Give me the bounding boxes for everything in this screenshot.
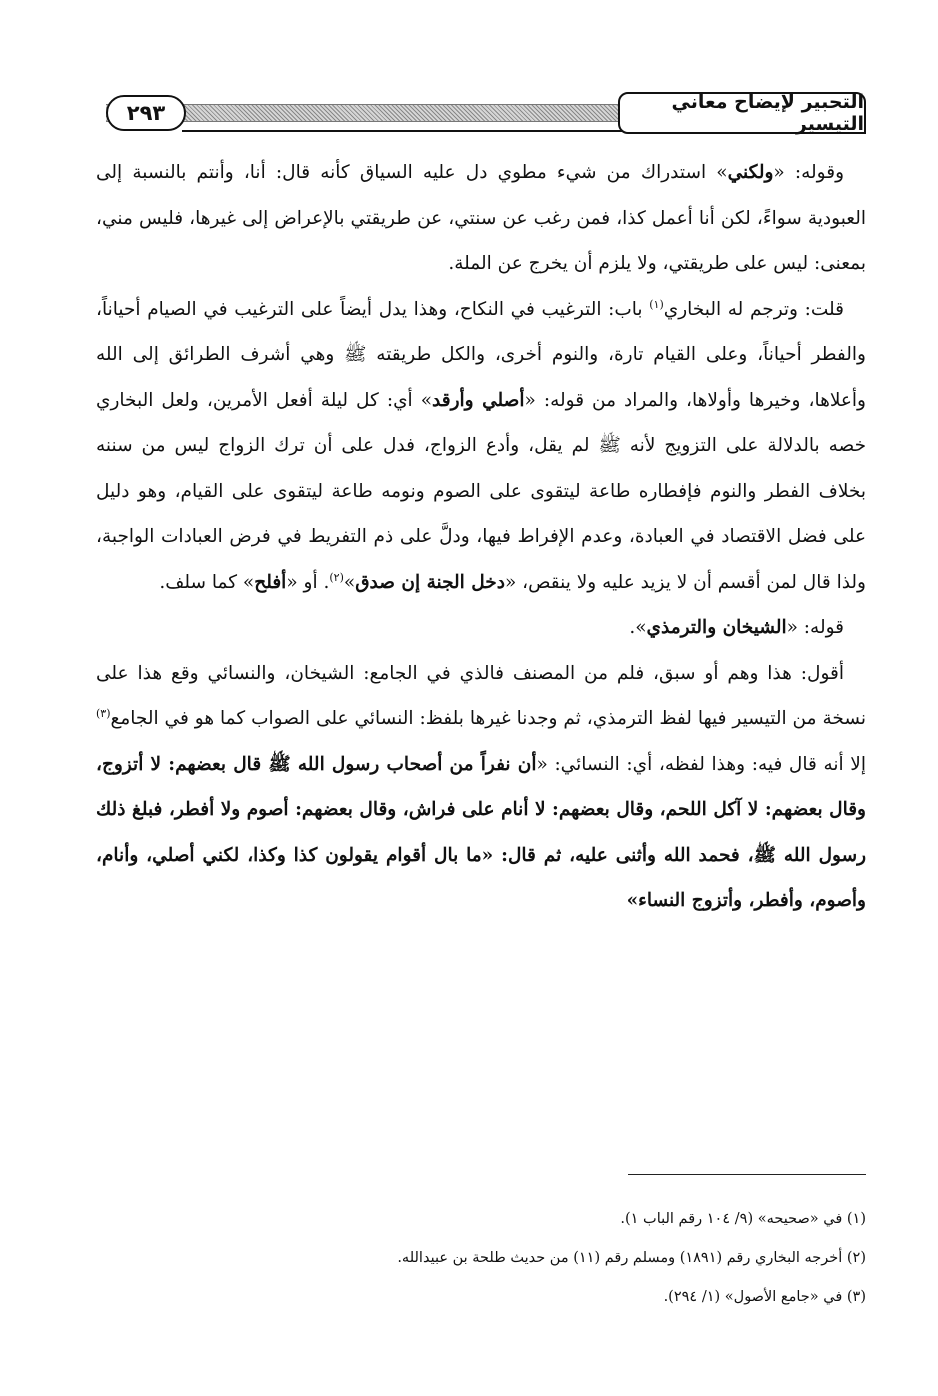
bold-text: دخل الجنة إن صدق: [355, 571, 505, 593]
paragraph: [96, 605, 866, 651]
page-number: ٢٩٣: [106, 95, 186, 131]
main-text: [96, 150, 866, 924]
footnote: (٢) أخرجه البخاري رقم (١٨٩١) ومسلم رقم (١١) من حديث طلحة بن عبيدالله.: [397, 1250, 866, 1266]
text-segment: أقول: هذا وهم أو سبق، فلم من المصنف فالذي في الجامع: الشيخان، والنسائي وقع هذا على نسخة من التيسير فيها لفظ الترمذي، ثم وجدنا غيرها بلفظ: النسائي على الصواب كما هو في الجامع: [96, 662, 866, 729]
footnote-ref: (٢): [329, 570, 344, 584]
text-segment: قلت: وترجم له البخاري: [663, 298, 844, 320]
bold-text: أن نفراً من أصحاب رسول الله ﷺ قال بعضهم: لا أتزوج، وقال بعضهم: لا آكل اللحم، وقال بعضهم: لا أنام على فراش، وقال بعضهم: أصوم ولا أفطر، فبلغ ذلك رسول الله ﷺ، فحمد الله وأثنى عليه، ثم قال: «ما بال أقوام يقولون كذا وكذا، لكني أصلي، وأنام، وأصوم، وأفطر، وأتزوج النساء»: [96, 753, 866, 911]
footnote: (٣) في «جامع الأصول» (١/ ٢٩٤).: [663, 1289, 866, 1305]
text-segment: » استدراك من شيء مطوي دل عليه السياق كأنه قال: أنا، وأنتم بالنسبة إلى العبودية سواءً، لكن أنا أعمل كذا، فمن رغب عن سنتي، عن طريقتي بالإعراض إلى غيرها، فليس مني، بمعنى: ليس على طريقتي، ولا يلزم أن يخرج عن الملة.: [96, 162, 866, 274]
text-segment: إلا أنه قال فيه: وهذا لفظه، أي: النسائي: «: [536, 753, 866, 775]
paragraph: [96, 150, 866, 287]
paragraph: [96, 651, 866, 924]
bold-text: أفلح: [254, 571, 287, 593]
text-segment: وقوله: «: [773, 162, 845, 183]
book-title: التحبير لإيضاح معاني التيسير: [618, 92, 866, 134]
footnote: (١) في «صحيحه» (٩/ ١٠٤ رقم الباب ١).: [620, 1211, 866, 1227]
text-segment: »: [343, 571, 356, 593]
text-segment: . أو «: [286, 571, 330, 593]
page-header: [96, 92, 866, 142]
text-segment: ».: [629, 617, 647, 638]
header-rule: [182, 130, 622, 132]
text-segment: » أي: كل ليلة أفعل الأمرين، ولعل البخاري خصه بالدلالة على التزويج لأنه ﷺ لم يقل، وأدع الزواج، فدل على أن ترك الزواج ليس من سننه بخلاف الفطر والنوم فإفطاره طاعة ليتقوى على الصوم ونومه طاعة ليتقوى على القيام، وهو دليل على فضل الاقتصاد في العبادة، وعدم الإفراط فيها، ودلَّ على ذم التفريط في فرض العبادات الواجبة، ولذا قال لمن أقسم أن لا يزيد عليه ولا ينقص، «: [96, 389, 866, 593]
text-segment: قوله: «: [786, 617, 844, 638]
footnote-separator: [628, 1174, 866, 1175]
footnote-ref: (٣): [96, 706, 111, 720]
paragraph: [96, 287, 866, 606]
bold-text: أصلي وأرقد: [432, 389, 525, 411]
footnote-ref: (١): [649, 297, 664, 311]
footnotes: [96, 1200, 866, 1317]
text-segment: » كما سلف.: [159, 571, 255, 593]
bold-text: ولكني: [727, 162, 774, 183]
header-decorative-band: [106, 104, 666, 122]
text-segment: باب: الترغيب في النكاح، وهذا يدل أيضاً على الترغيب في الصيام أحياناً، والفطر أحياناً، وعلى القيام تارة، والنوم أخرى، والكل طريقته ﷺ وهي أشرف الطرائق إلى الله وأعلاها، وخيرها وأولاها، والمراد من قوله: «: [96, 298, 866, 411]
bold-text: الشيخان والترمذي: [646, 617, 787, 638]
